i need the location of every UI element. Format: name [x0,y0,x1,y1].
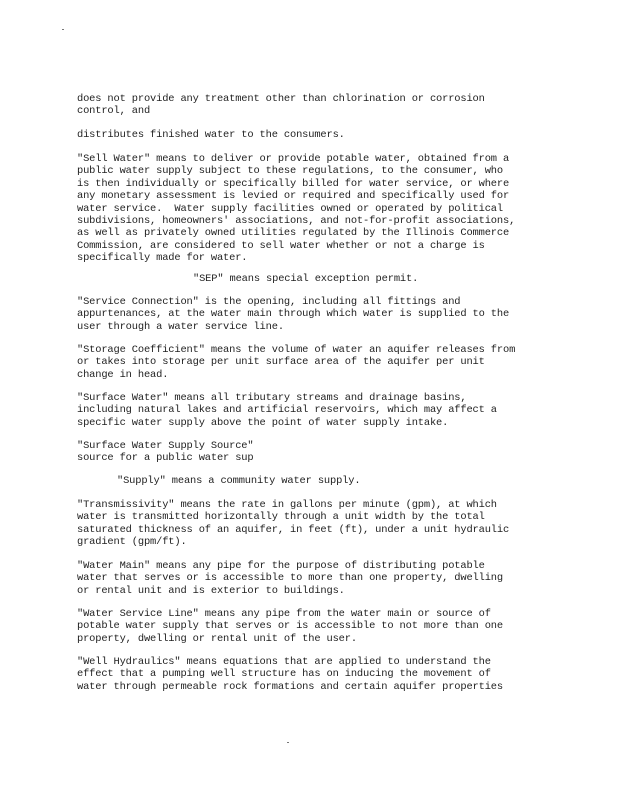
definition-transmissivity: "Transmissivity" means the rate in gallons per minute (gpm), at which water is transmitted horizontally through a unit width by the total saturated thickness of an aquifer, in feet (ft), under a unit hydraulic gradient (gpm/ft). [77,499,510,549]
paragraph-distributes-clause: distributes finished water to the consumers. [77,129,345,141]
definition-sell-water: "Sell Water" means to deliver or provide potable water, obtained from a public water supply subject to these regulations, to the consumer, who is then individually or specifically billed for water service, or where any monetary assessment is levied or required and specifically used for water service. Water supply facilities owned or operated by political subdivisions, homeowners' associations, and not-for-profit associations, as well as privately owned utilities regulated by the Illinois Commerce Commission, are considered to sell water whether or not a charge is specifically made for water. [77,153,516,265]
definition-surface-water-supply-source: "Surface Water Supply Source" source for a public water sup [77,440,254,465]
definition-sep: "SEP" means special exception permit. [193,273,419,285]
definition-well-hydraulics: "Well Hydraulics" means equations that are applied to understand the effect that a pumping well structure has on inducing the movement of water through permeable rock formations and certain aquifer properties [77,656,503,693]
scan-speck [62,29,64,30]
definition-surface-water: "Surface Water" means all tributary streams and drainage basins, including natural lakes and artificial reservoirs, which may affect a specific water supply above the point of water supply intake. [77,392,497,429]
paragraph-treatment-clause: does not provide any treatment other than chlorination or corrosion control, and [77,93,485,118]
definition-service-connection: "Service Connection" is the opening, including all fittings and appurtenances, at the water main through which water is supplied to the user through a water service line. [77,296,510,333]
definition-water-service-line: "Water Service Line" means any pipe from the water main or source of potable water supply that serves or is accessible to not more than one property, dwelling or rental unit of the user. [77,608,503,645]
definition-supply: "Supply" means a community water supply. [117,475,361,487]
scan-speck [287,742,289,743]
definition-storage-coefficient: "Storage Coefficient" means the volume of water an aquifer releases from or takes into storage per unit surface area of the aquifer per unit change in head. [77,344,516,381]
definition-water-main: "Water Main" means any pipe for the purpose of distributing potable water that serves or is accessible to more than one property, dwelling or rental unit and is exterior to buildings. [77,560,503,597]
